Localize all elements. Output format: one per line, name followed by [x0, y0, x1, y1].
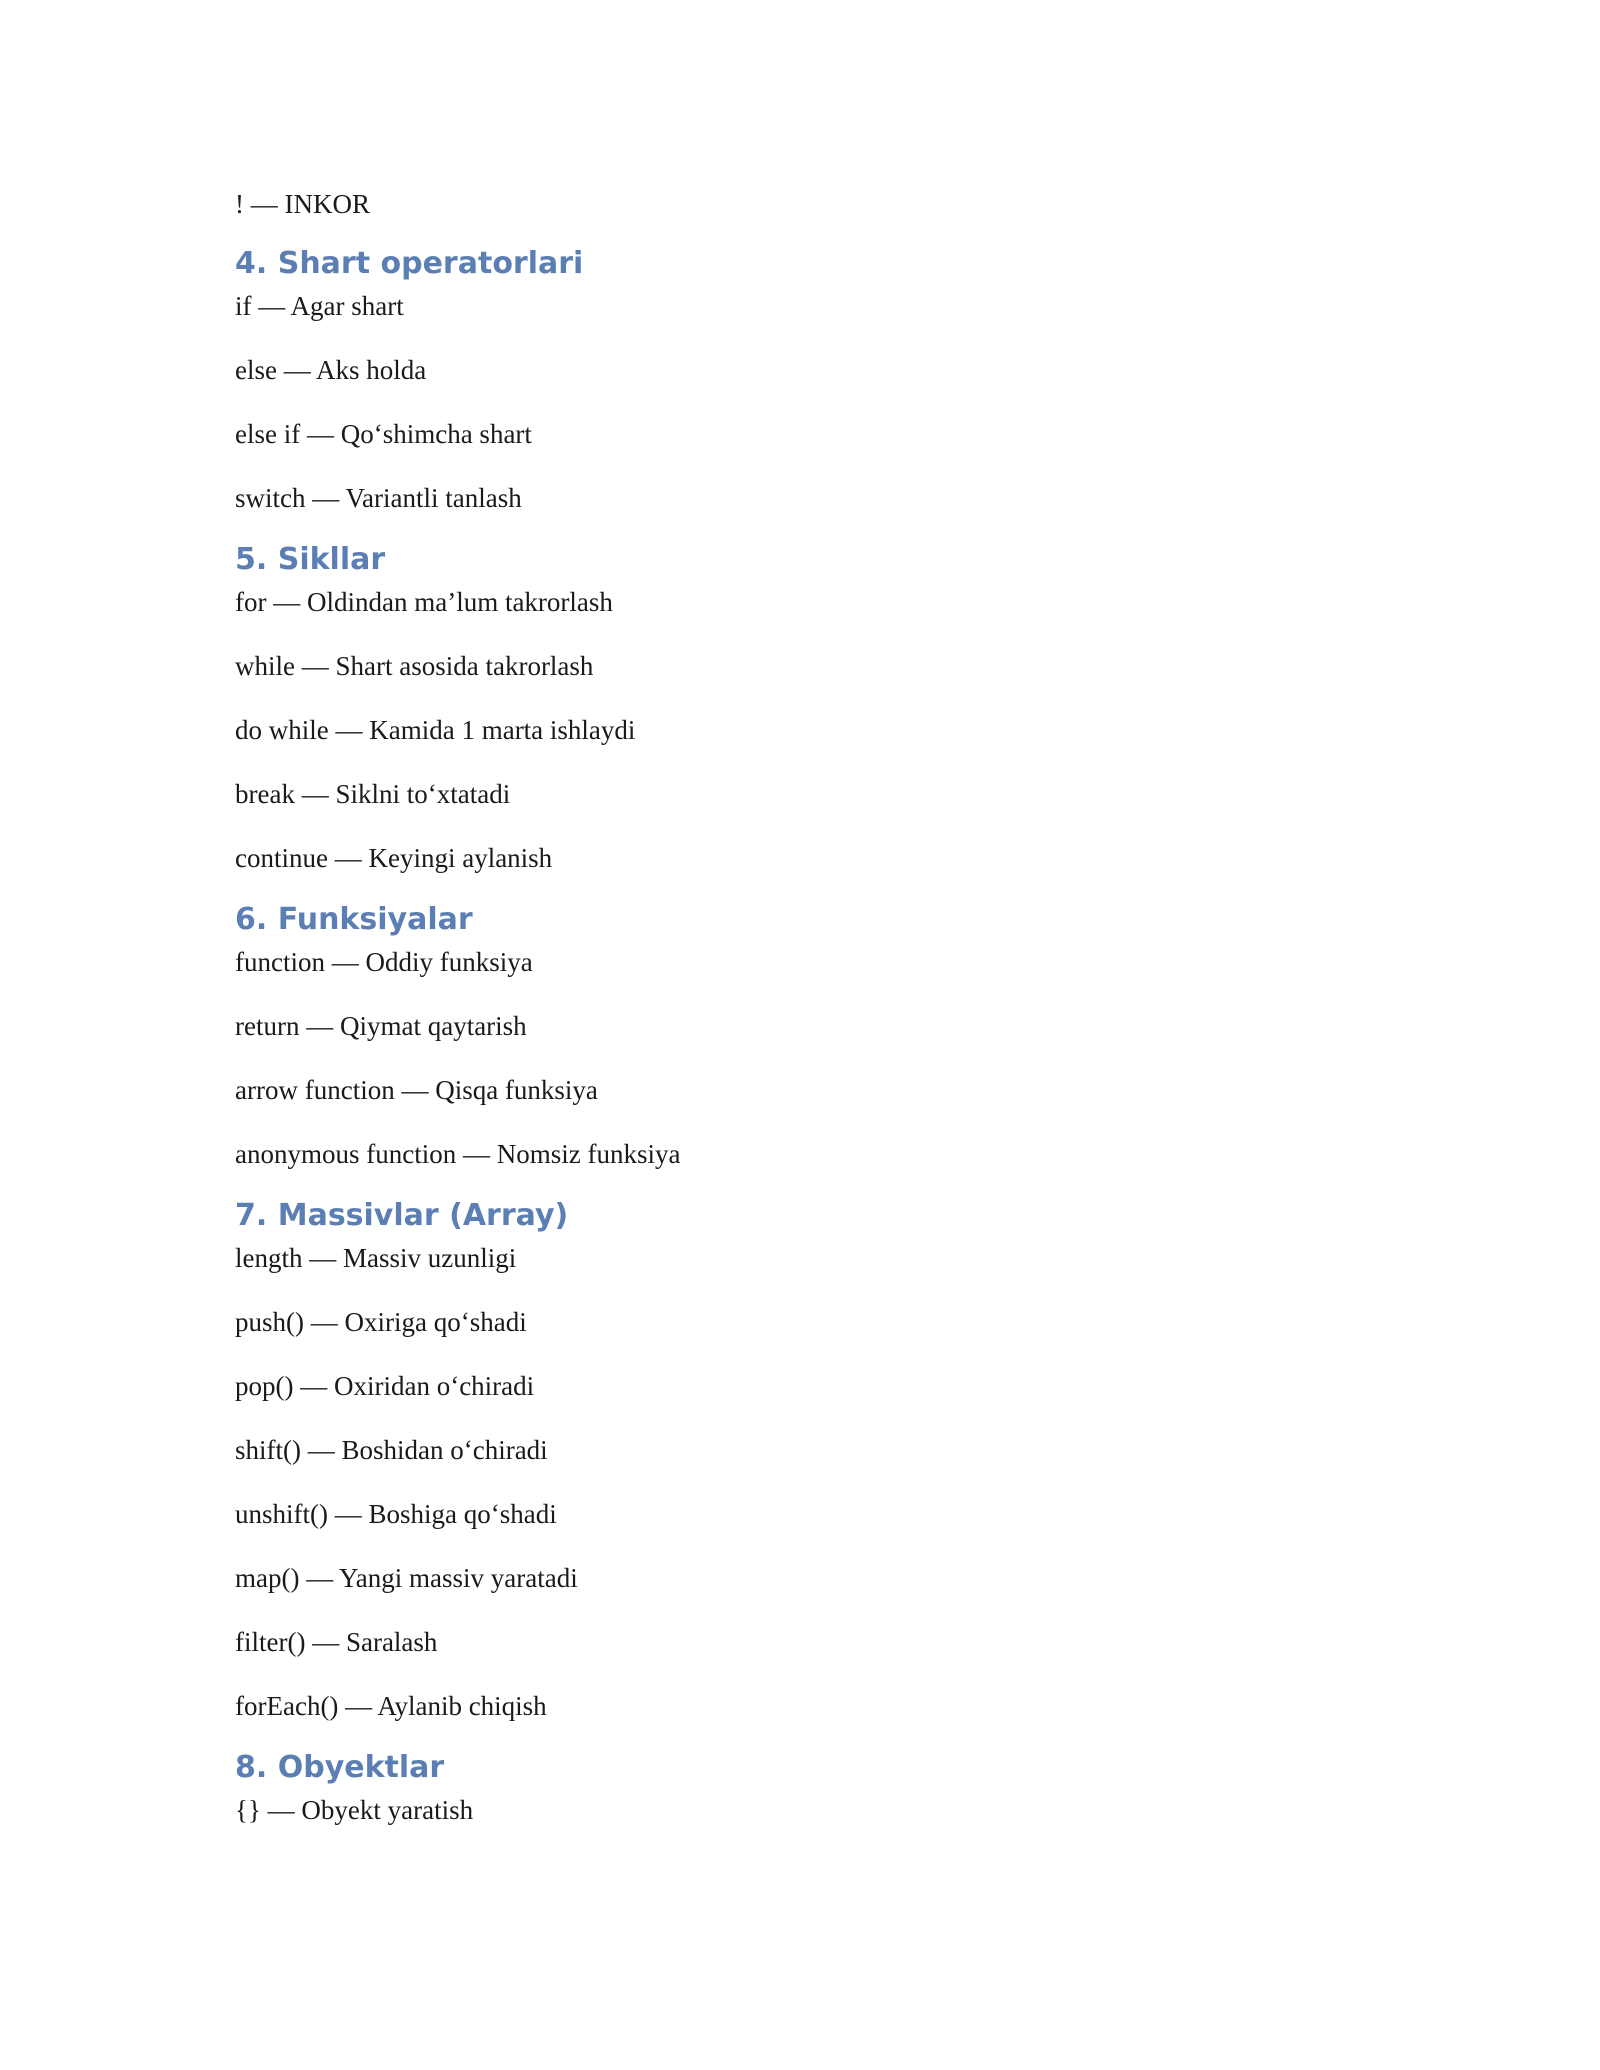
list-item: function — Oddiy funksiya	[235, 947, 533, 977]
list-item: anonymous function — Nomsiz funksiya	[235, 1139, 681, 1169]
list-item: while — Shart asosida takrorlash	[235, 651, 594, 681]
section-shart-operatorlari	[235, 244, 1365, 516]
list-item: do while — Kamida 1 marta ishlaydi	[235, 715, 636, 745]
list-item: continue — Keyingi aylanish	[235, 843, 553, 873]
section-heading: 4. Shart operatorlari	[235, 246, 584, 281]
list-item: unshift() — Boshiga qo‘shadi	[235, 1499, 557, 1529]
section-heading: 6. Funksiyalar	[235, 902, 473, 937]
section-sikllar	[235, 540, 1365, 876]
list-item: pop() — Oxiridan o‘chiradi	[235, 1371, 535, 1401]
list-item: if — Agar shart	[235, 291, 404, 321]
section-funksiyalar	[235, 900, 1365, 1172]
list-item: switch — Variantli tanlash	[235, 483, 522, 513]
list-item: map() — Yangi massiv yaratadi	[235, 1563, 578, 1593]
section-heading: 8. Obyektlar	[235, 1750, 445, 1785]
list-item: break — Siklni to‘xtatadi	[235, 779, 511, 809]
list-item: filter() — Saralash	[235, 1627, 438, 1657]
section-heading: 7. Massivlar (Array)	[235, 1198, 569, 1233]
intro-line: ! — INKOR	[235, 189, 370, 219]
section-obyektlar	[235, 1748, 1365, 1828]
list-item: shift() — Boshidan o‘chiradi	[235, 1435, 548, 1465]
list-item: {} — Obyekt yaratish	[235, 1795, 474, 1825]
list-item: push() — Oxiriga qo‘shadi	[235, 1307, 527, 1337]
page-content	[235, 186, 1365, 1852]
list-item: arrow function — Qisqa funksiya	[235, 1075, 598, 1105]
section-heading: 5. Sikllar	[235, 542, 386, 577]
list-item: else if — Qo‘shimcha shart	[235, 419, 532, 449]
list-item: for — Oldindan ma’lum takrorlash	[235, 587, 613, 617]
list-item: else — Aks holda	[235, 355, 427, 385]
list-item: length — Massiv uzunligi	[235, 1243, 517, 1273]
section-massivlar	[235, 1196, 1365, 1724]
list-item: return — Qiymat qaytarish	[235, 1011, 527, 1041]
list-item: forEach() — Aylanib chiqish	[235, 1691, 547, 1721]
